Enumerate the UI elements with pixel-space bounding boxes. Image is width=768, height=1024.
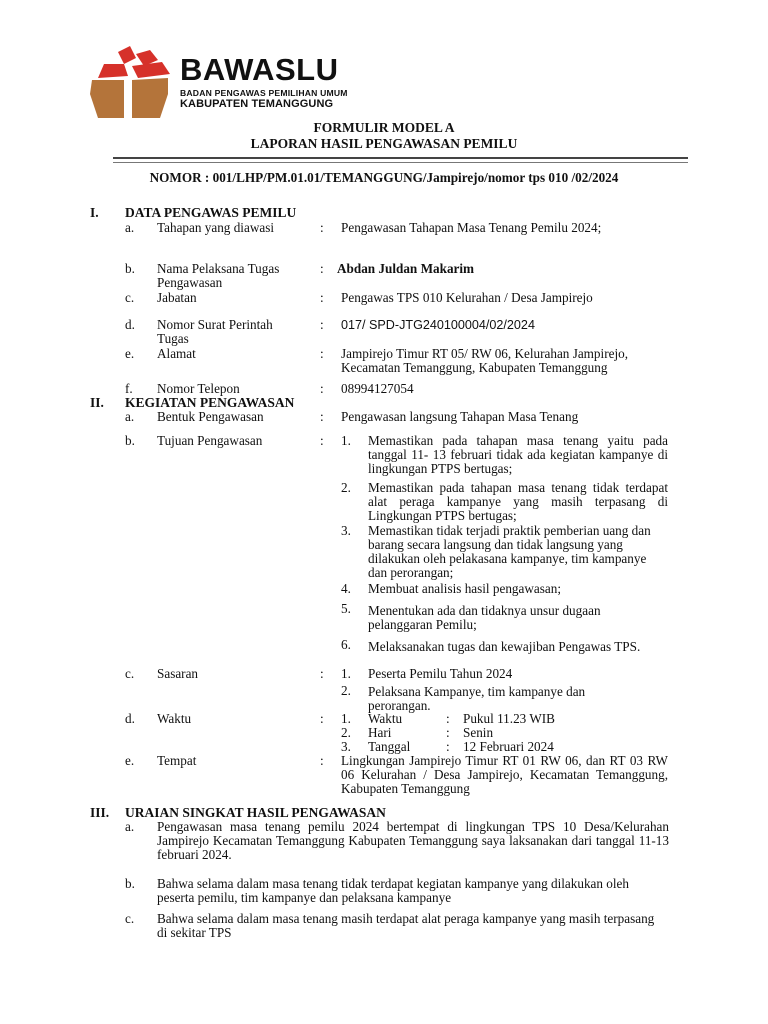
row-letter: d.	[125, 317, 135, 332]
row-value: Abdan Juldan Makarim	[337, 261, 475, 276]
row-colon: :	[320, 409, 324, 424]
row-label: Waktu	[157, 711, 192, 726]
list-number: 1.	[341, 711, 351, 726]
bawaslu-logo	[88, 44, 172, 120]
list-item: Memastikan pada tahapan masa tenang tidak terdapat alat peraga kampanye yang masih terpasang di Lingkungan PTPS bertugas;	[368, 480, 668, 523]
list-item: Peserta Pemilu Tahun 2024	[368, 666, 513, 681]
list-number: 5.	[341, 601, 351, 616]
list-item: Pelaksana Kampanye, tim kampanye dan perorangan.	[368, 684, 586, 713]
row-value: Lingkungan Jampirejo Timur RT 01 RW 06, dan RT 03 RW 06 Kelurahan / Desa Jampirejo, Kecamatan Temanggung, Kabupaten Temanggung	[341, 753, 668, 796]
row-label: Tempat	[157, 753, 197, 768]
finding-letter: c.	[125, 911, 135, 926]
brand-subtitle: BADAN PENGAWAS PEMILIHAN UMUM	[180, 88, 348, 98]
brand-name: BAWASLU	[180, 52, 339, 87]
brand-region: KABUPATEN TEMANGGUNG	[180, 98, 334, 110]
row-colon: :	[320, 290, 324, 305]
row-colon: :	[320, 711, 324, 726]
section-2-title: KEGIATAN PENGAWASAN	[125, 395, 295, 410]
list-number: 2.	[341, 480, 351, 495]
row-colon: :	[320, 666, 324, 681]
row-letter: e.	[125, 753, 135, 768]
row-value: 08994127054	[341, 381, 414, 396]
list-number: 3.	[341, 523, 351, 538]
row-value: Jampirejo Timur RT 05/ RW 06, Kelurahan Jampirejo, Kecamatan Temanggung, Kabupaten Temanggung	[341, 346, 628, 375]
report-title: LAPORAN HASIL PENGAWASAN PEMILU	[250, 136, 518, 151]
day-label: Hari	[368, 725, 392, 740]
row-label: Tujuan Pengawasan	[157, 433, 263, 448]
row-label: Bentuk Pengawasan	[157, 409, 264, 424]
date-colon: :	[446, 739, 450, 754]
list-number: 4.	[341, 581, 351, 596]
finding-letter: a.	[125, 819, 135, 834]
list-item: Memastikan pada tahapan masa tenang yaitu pada tanggal 11- 13 februari tidak ada kegiatan kampanye di lingkungan PTPS bertugas;	[368, 433, 668, 476]
finding-text: Bahwa selama dalam masa tenang masih terdapat alat peraga kampanye yang masih terpasang di sekitar TPS	[157, 911, 655, 940]
row-colon: :	[320, 753, 324, 768]
time-colon: :	[446, 711, 450, 726]
row-label: Alamat	[157, 346, 196, 361]
row-letter: a.	[125, 220, 135, 235]
section-2-number: II.	[90, 395, 104, 410]
row-value: 017/ SPD-JTG240100004/02/2024	[341, 318, 535, 332]
row-label: Tahapan yang diawasi	[157, 220, 274, 235]
row-label: Nomor Surat Perintah Tugas	[157, 317, 273, 346]
date-value: 12 Februari 2024	[463, 739, 554, 754]
date-label: Tanggal	[368, 739, 411, 754]
list-item: Membuat analisis hasil pengawasan;	[368, 581, 562, 596]
section-3-number: III.	[90, 805, 110, 820]
section-1-number: I.	[90, 205, 99, 220]
list-item: Melaksanakan tugas dan kewajiban Pengawas TPS.	[368, 639, 641, 654]
row-letter: b.	[125, 261, 135, 276]
row-letter: f.	[125, 381, 133, 396]
row-letter: b.	[125, 433, 135, 448]
row-colon: :	[320, 317, 324, 332]
list-number: 3.	[341, 739, 351, 754]
row-letter: c.	[125, 290, 135, 305]
row-colon: :	[320, 381, 324, 396]
row-value: Pengawasan Tahapan Masa Tenang Pemilu 2024;	[341, 220, 602, 235]
form-title: FORMULIR MODEL A	[313, 120, 455, 135]
row-colon: :	[320, 220, 324, 235]
row-label: Nama Pelaksana Tugas Pengawasan	[157, 261, 280, 290]
row-colon: :	[320, 261, 324, 276]
list-number: 1.	[341, 433, 351, 448]
section-3-title: URAIAN SINGKAT HASIL PENGAWASAN	[125, 805, 386, 820]
day-colon: :	[446, 725, 450, 740]
list-item: Menentukan ada dan tidaknya unsur dugaan pelanggaran Pemilu;	[368, 603, 601, 632]
row-label: Nomor Telepon	[157, 381, 240, 396]
list-number: 2.	[341, 683, 351, 698]
document-number: NOMOR : 001/LHP/PM.01.01/TEMANGGUNG/Jampirejo/nomor tps 010 /02/2024	[149, 170, 619, 185]
time-value: Pukul 11.23 WIB	[463, 711, 555, 726]
time-label: Waktu	[368, 711, 403, 726]
row-label: Sasaran	[157, 666, 199, 681]
finding-text: Bahwa selama dalam masa tenang tidak terdapat kegiatan kampanye yang dilakukan oleh peserta pemilu, tim kampanye dan pelaksana kampanye	[157, 876, 630, 905]
brand-block	[180, 54, 348, 110]
list-number: 6.	[341, 637, 351, 652]
row-colon: :	[320, 433, 324, 448]
row-letter: c.	[125, 666, 135, 681]
row-value: Pengawas TPS 010 Kelurahan / Desa Jampirejo	[341, 290, 593, 305]
list-item: Memastikan tidak terjadi praktik pemberian uang dan barang secara langsung dan tidak langsung yang dilakukan oleh pelakasana kampanye, tim kampanye dan perorangan;	[368, 523, 651, 580]
section-1-title: DATA PENGAWAS PEMILU	[125, 205, 297, 220]
finding-text: Pengawasan masa tenang pemilu 2024 bertempat di lingkungan TPS 10 Desa/Kelurahan Jampirejo Kecamatan Temanggung Kabupaten Temanggung saya laksanakan dari tanggal 11-13 februari 2024.	[157, 819, 669, 862]
row-colon: :	[320, 346, 324, 361]
row-letter: e.	[125, 346, 135, 361]
row-letter: a.	[125, 409, 135, 424]
finding-letter: b.	[125, 876, 135, 891]
row-label: Jabatan	[157, 290, 197, 305]
row-value: Pengawasan langsung Tahapan Masa Tenang	[341, 409, 579, 424]
day-value: Senin	[463, 725, 494, 740]
row-letter: d.	[125, 711, 135, 726]
list-number: 2.	[341, 725, 351, 740]
list-number: 1.	[341, 666, 351, 681]
header-divider	[113, 157, 688, 163]
